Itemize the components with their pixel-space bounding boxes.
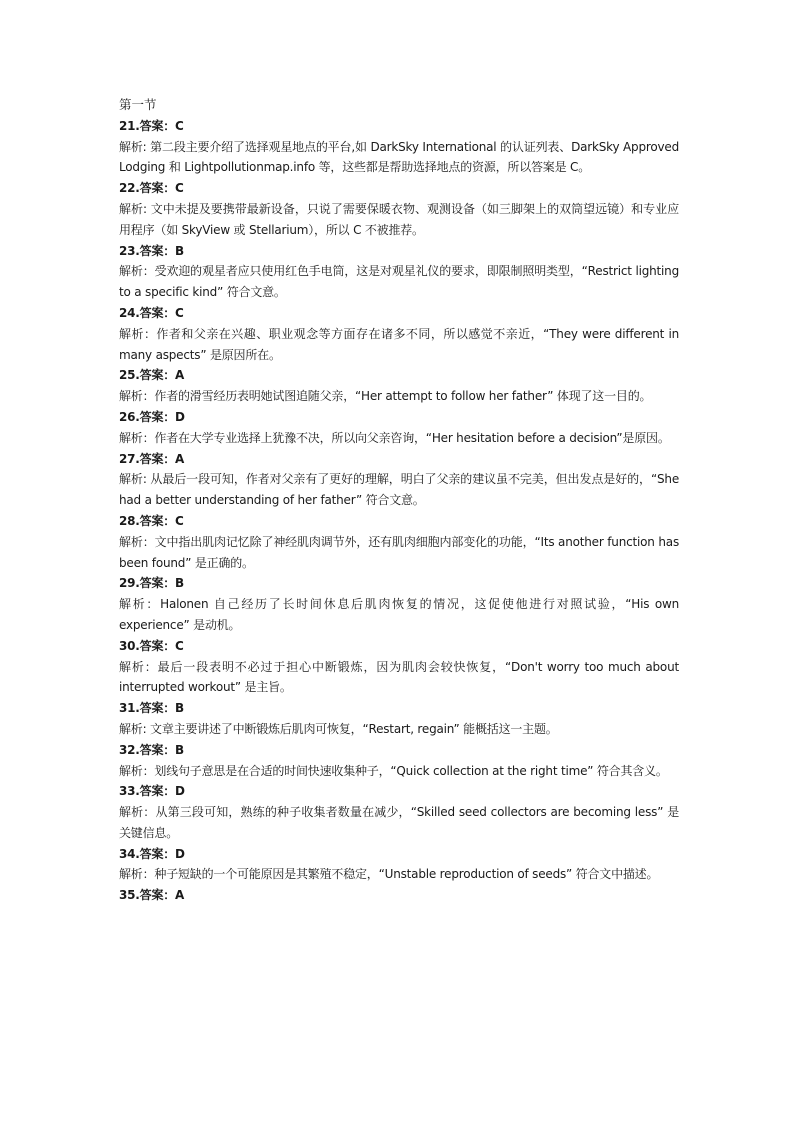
answer-label: 23.答案：B: [119, 243, 185, 258]
answer-item: [119, 449, 679, 511]
answer-list: [119, 116, 679, 906]
explanation-text: 解析: 文中未提及要携带最新设备，只说了需要保暖衣物、观测设备（如三脚架上的双筒望远镜）和专业应用程序（如 SkyView 或 Stellarium），所以 C 不被推荐。: [119, 201, 679, 237]
section-title: 第一节: [119, 97, 157, 112]
explanation-text: 解析：从第三段可知，熟练的种子收集者数量在减少，“Skilled seed collectors are becoming less” 是关键信息。: [119, 805, 679, 840]
answer-item: [119, 511, 679, 573]
answer-label: 32.答案：B: [119, 742, 185, 757]
answer-label: 31.答案：B: [119, 701, 185, 716]
answer-label: 35.答案：A: [119, 888, 185, 903]
answer-label: 26.答案：D: [119, 409, 185, 424]
answer-label: 27.答案：A: [119, 451, 185, 466]
explanation-text: 解析: 第二段主要介绍了选择观星地点的平台,如 DarkSky International 的认证列表、DarkSky Approved Lodging 和 Lightpollutionmap.info 等，这些都是帮助选择地点的资源，所以答案是 C。: [119, 139, 679, 175]
explanation-text: 解析：种子短缺的一个可能原因是其繁殖不稳定，“Unstable reproduction of seeds” 符合文中描述。: [119, 867, 659, 882]
answer-item: [119, 573, 679, 635]
answer-item: [119, 844, 679, 886]
answer-label: 21.答案：C: [119, 118, 184, 133]
answer-item: [119, 781, 679, 843]
answer-item: [119, 636, 679, 698]
explanation-text: 解析：作者在大学专业选择上犹豫不决，所以向父亲咨询，“Her hesitation before a decision”是原因。: [119, 430, 670, 445]
explanation-text: 解析：受欢迎的观星者应只使用红色手电筒，这是对观星礼仪的要求，即限制照明类型，“Restrict lighting to a specific kind” 符合文意。: [119, 264, 679, 300]
answer-label: 24.答案：C: [119, 305, 184, 320]
explanation-text: 解析：文中指出肌肉记忆除了神经肌肉调节外，还有肌肉细胞内部变化的功能，“Its another function has been found” 是正确的。: [119, 534, 679, 570]
answer-item: [119, 303, 679, 365]
answer-item: [119, 885, 679, 906]
explanation-text: 解析：Halonen 自己经历了长时间休息后肌肉恢复的情况，这促使他进行对照试验，“His own experience” 是动机。: [119, 597, 679, 632]
answer-label: 29.答案：B: [119, 576, 185, 591]
explanation-text: 解析：作者的滑雪经历表明她试图追随父亲，“Her attempt to follow her father” 体现了这一目的。: [119, 389, 652, 404]
answer-label: 30.答案：C: [119, 638, 184, 653]
explanation-text: 解析: 文章主要讲述了中断锻炼后肌肉可恢复，“Restart, regain” 能概括这一主题。: [119, 721, 558, 736]
answer-item: [119, 698, 679, 740]
explanation-text: 解析：划线句子意思是在合适的时间快速收集种子，“Quick collection at the right time” 符合其含义。: [119, 763, 668, 778]
explanation-text: 解析: 从最后一段可知，作者对父亲有了更好的理解，明白了父亲的建议虽不完美，但出发点是好的，“She had a better understanding of her father” 符合文意。: [119, 472, 679, 508]
answer-label: 25.答案：A: [119, 368, 185, 383]
answer-item: [119, 740, 679, 782]
answer-item: [119, 241, 679, 303]
answer-key-document: [119, 95, 679, 906]
answer-label: 22.答案：C: [119, 181, 184, 196]
answer-item: [119, 178, 679, 240]
explanation-text: 解析：作者和父亲在兴趣、职业观念等方面存在诸多不同，所以感觉不亲近，“They were different in many aspects” 是原因所在。: [119, 326, 679, 362]
answer-label: 33.答案：D: [119, 784, 185, 799]
explanation-text: 解析：最后一段表明不必过于担心中断锻炼，因为肌肉会较快恢复，“Don't worry too much about interrupted workout” 是主旨。: [119, 659, 679, 695]
answer-item: [119, 365, 679, 407]
answer-item: [119, 116, 679, 178]
answer-item: [119, 407, 679, 449]
answer-label: 34.答案：D: [119, 846, 185, 861]
answer-label: 28.答案：C: [119, 513, 184, 528]
